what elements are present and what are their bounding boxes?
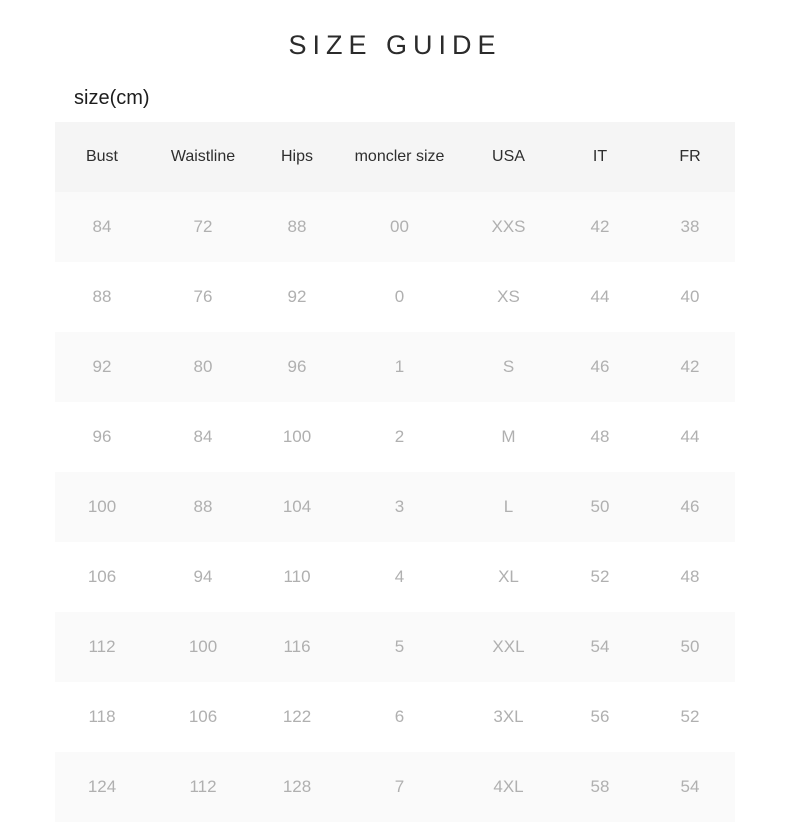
- cell-waistline: 88: [149, 472, 257, 542]
- cell-bust: 124: [55, 752, 149, 822]
- cell-fr: 38: [645, 192, 735, 262]
- cell-hips: 100: [257, 402, 337, 472]
- cell-usa: 3XL: [462, 682, 555, 752]
- table-row: [55, 472, 735, 542]
- cell-fr: 40: [645, 262, 735, 332]
- cell-moncler-size: 3: [337, 472, 462, 542]
- cell-fr: 54: [645, 752, 735, 822]
- cell-waistline: 106: [149, 682, 257, 752]
- cell-moncler-size: 7: [337, 752, 462, 822]
- cell-moncler-size: 0: [337, 262, 462, 332]
- cell-it: 52: [555, 542, 645, 612]
- cell-it: 42: [555, 192, 645, 262]
- cell-it: 48: [555, 402, 645, 472]
- column-header-usa: USA: [462, 122, 555, 192]
- table-row: [55, 262, 735, 332]
- column-header-bust: Bust: [55, 122, 149, 192]
- cell-waistline: 100: [149, 612, 257, 682]
- cell-fr: 46: [645, 472, 735, 542]
- cell-moncler-size: 4: [337, 542, 462, 612]
- cell-bust: 92: [55, 332, 149, 402]
- cell-moncler-size: 6: [337, 682, 462, 752]
- column-header-hips: Hips: [257, 122, 337, 192]
- cell-waistline: 84: [149, 402, 257, 472]
- cell-hips: 96: [257, 332, 337, 402]
- cell-waistline: 72: [149, 192, 257, 262]
- cell-usa: S: [462, 332, 555, 402]
- cell-hips: 92: [257, 262, 337, 332]
- cell-it: 58: [555, 752, 645, 822]
- column-header-waistline: Waistline: [149, 122, 257, 192]
- cell-bust: 112: [55, 612, 149, 682]
- cell-waistline: 94: [149, 542, 257, 612]
- column-header-moncler-size: moncler size: [337, 122, 462, 192]
- size-table: [55, 122, 735, 822]
- column-header-it: IT: [555, 122, 645, 192]
- table-header-row: [55, 122, 735, 192]
- table-row: [55, 752, 735, 822]
- cell-hips: 122: [257, 682, 337, 752]
- cell-hips: 116: [257, 612, 337, 682]
- table-row: [55, 542, 735, 612]
- cell-bust: 96: [55, 402, 149, 472]
- table-row: [55, 402, 735, 472]
- page-title: SIZE GUIDE: [288, 30, 502, 60]
- cell-hips: 128: [257, 752, 337, 822]
- cell-usa: XS: [462, 262, 555, 332]
- cell-waistline: 112: [149, 752, 257, 822]
- cell-fr: 44: [645, 402, 735, 472]
- cell-moncler-size: 2: [337, 402, 462, 472]
- cell-hips: 110: [257, 542, 337, 612]
- size-table-header: [55, 122, 735, 192]
- cell-it: 50: [555, 472, 645, 542]
- cell-moncler-size: 5: [337, 612, 462, 682]
- column-header-fr: FR: [645, 122, 735, 192]
- size-table-body: [55, 192, 735, 822]
- table-row: [55, 612, 735, 682]
- cell-usa: 4XL: [462, 752, 555, 822]
- cell-it: 44: [555, 262, 645, 332]
- cell-fr: 52: [645, 682, 735, 752]
- cell-waistline: 80: [149, 332, 257, 402]
- cell-bust: 88: [55, 262, 149, 332]
- cell-it: 54: [555, 612, 645, 682]
- cell-hips: 104: [257, 472, 337, 542]
- cell-bust: 84: [55, 192, 149, 262]
- cell-moncler-size: 1: [337, 332, 462, 402]
- cell-usa: L: [462, 472, 555, 542]
- cell-usa: XXS: [462, 192, 555, 262]
- cell-fr: 42: [645, 332, 735, 402]
- cell-usa: M: [462, 402, 555, 472]
- cell-bust: 100: [55, 472, 149, 542]
- unit-label: size(cm): [74, 87, 150, 109]
- cell-hips: 88: [257, 192, 337, 262]
- cell-waistline: 76: [149, 262, 257, 332]
- table-row: [55, 682, 735, 752]
- size-table-wrapper: [55, 122, 735, 822]
- cell-it: 46: [555, 332, 645, 402]
- cell-moncler-size: 00: [337, 192, 462, 262]
- table-row: [55, 192, 735, 262]
- cell-bust: 118: [55, 682, 149, 752]
- cell-it: 56: [555, 682, 645, 752]
- cell-usa: XXL: [462, 612, 555, 682]
- cell-fr: 50: [645, 612, 735, 682]
- cell-bust: 106: [55, 542, 149, 612]
- cell-usa: XL: [462, 542, 555, 612]
- cell-fr: 48: [645, 542, 735, 612]
- table-row: [55, 332, 735, 402]
